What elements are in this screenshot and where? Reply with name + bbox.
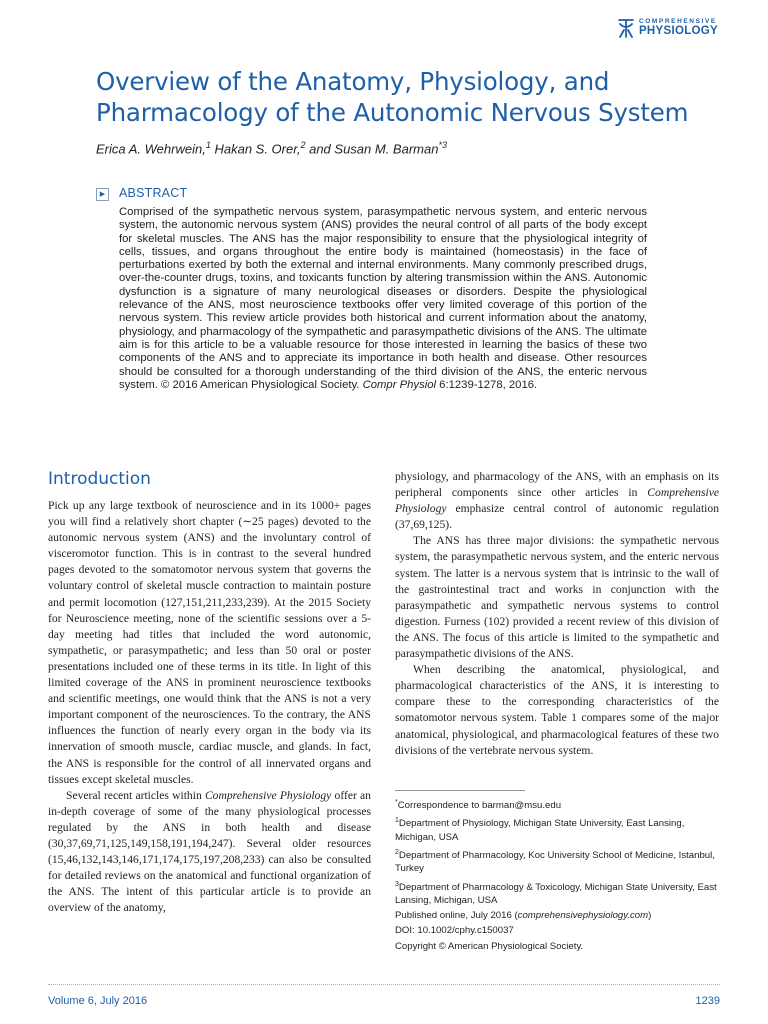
abstract-heading: ABSTRACT bbox=[119, 186, 188, 200]
author-list bbox=[96, 140, 447, 156]
section-heading-introduction: Introduction bbox=[48, 469, 151, 489]
paragraph bbox=[48, 788, 371, 917]
footer-divider bbox=[48, 984, 720, 985]
logo-top-text: COMPREHENSIVE bbox=[638, 18, 717, 25]
comprehensive-physiology-logo-icon bbox=[617, 18, 635, 38]
footnote-text: Published online, July 2016 ( bbox=[395, 910, 518, 922]
page-number: 1239 bbox=[695, 995, 720, 1007]
citation: 6:1239-1278, 2016. bbox=[439, 378, 538, 391]
doi-note: DOI: 10.1002/cphy.c150037 bbox=[395, 925, 514, 937]
footnote-mark: 1 bbox=[395, 817, 399, 825]
play-icon[interactable]: ▶ bbox=[96, 188, 109, 201]
copyright-note: Copyright © American Physiological Society. bbox=[395, 940, 584, 952]
right-column bbox=[395, 469, 719, 759]
footnote-text: ) bbox=[648, 910, 652, 922]
abstract-text: Comprised of the sympathetic nervous system, parasympathetic nervous system, and enteric nervous system, the autonomic nervous system (ANS) provides the neural control of all parts of the body except for skeletal muscles. The ANS has the major responsibility to ensure that the physiological integrity of cells, tissues, and organs throughout the entire body is maintained (homeostasis) in the face of perturbations exerted by both the external and internal environments. Many commonly prescribed drugs, over-the-counter drugs, toxins, and toxicants function by altering transmission within the ANS. Autonomic dysfunction is a signature of many neurological diseases or disorders. Despite the physiological relevance of the ANS, most neuroscience textbooks offer very limited coverage of this portion of the nervous system. This review article provides both historical and current information about the anatomy, physiology, and pharmacology of the sympathetic and parasympathetic divisions of the ANS. The ultimate aim is for this article to be a valuable resource for those interested in learning the basics of these two components of the ANS and to appreciate its importance in both health and disease. Other resources should be consulted for a thorough understanding of the third division of the ANS, the enteric nervous system. © 2016 American Physiological Society. bbox=[119, 206, 647, 391]
journal-name: Comprehensive Physiology bbox=[204, 788, 332, 802]
author-affiliation-mark: 1 bbox=[205, 140, 211, 150]
journal-abbrev: Compr Physiol bbox=[362, 378, 437, 391]
author-name: Hakan S. Orer, bbox=[214, 141, 301, 157]
paragraph-text: Several recent articles within bbox=[66, 788, 202, 802]
footnote-mark: 2 bbox=[395, 848, 399, 856]
paragraph: Pick up any large textbook of neuroscience and in its 1000+ pages you will find a relatively short chapter (∼25 pages) devoted to the autonomic nervous system (ANS) and the involuntary control of visceromotor function. This is in contrast to the several hundred pages devoted to the somatomotor nervous system that governs the voluntary control of skeletal muscle contraction to maintain posture and permit locomotion (127,151,211,233,239). At the 2015 Society for Neuroscience meeting, none of the scientific sessions over a 5-day meeting had titles that included the word autonomic, sympathetic, or parasympathetic; and less than 50 oral or poster presentations included one of these terms in its title. In light of this limited coverage of the ANS in prominent neuroscience textbooks and scientific meetings, one would think that the ANS is not a very important component of the neurosciences. To the contrary, the ANS influences the function of nearly every organ in the body via its innervation of smooth muscle, cardiac muscle, and glands. In fact, the ANS is responsible for the control of all innervated organs and tissues except skeletal muscles. bbox=[48, 499, 371, 786]
journal-name: Comprehensive Physiology bbox=[395, 486, 719, 516]
article-title: Overview of the Anatomy, Physiology, and Pharmacology of the Autonomic Nervous System bbox=[96, 67, 689, 127]
paragraph bbox=[395, 469, 719, 533]
journal-logo bbox=[617, 18, 718, 38]
footnote-mark: 3 bbox=[395, 880, 399, 888]
paragraph-text: emphasize central control of autonomic regulation (37,69,125). bbox=[395, 502, 719, 532]
affiliation-note bbox=[395, 814, 720, 844]
paragraph-text: physiology, and pharmacology of the ANS, with an emphasis on its peripheral components since other articles in bbox=[395, 470, 719, 500]
author-affiliation-mark: 2 bbox=[300, 140, 306, 150]
published-note bbox=[395, 909, 720, 922]
footnotes bbox=[395, 796, 720, 955]
footer-volume: Volume 6, July 2016 bbox=[48, 995, 148, 1007]
left-column bbox=[48, 468, 371, 916]
footnote-divider bbox=[395, 790, 525, 791]
correspondence-note bbox=[395, 796, 720, 812]
affiliation-note bbox=[395, 878, 720, 908]
author-name: Erica A. Wehrwein, bbox=[96, 141, 206, 157]
paragraph-text: offer an in-depth coverage of some of the many physiological processes regulated by the ANS in both health and disease (30,37,69,71,125,149,158,191,194,247). Several older resources (15,46,132,143,146,171,174,175,197,208,233) can also be consulted for detailed reviews on the anatomical and functional organization of the ANS. The intent of this particular article is to provide an overview of the anatomy, bbox=[48, 788, 371, 915]
author-affiliation-mark: *3 bbox=[438, 140, 447, 150]
abstract-body bbox=[119, 206, 647, 392]
paragraph: The ANS has three major divisions: the sympathetic nervous system, the parasympathetic nervous system, and the enteric nervous system. The latter is a nervous system that is intrinsic to the wall of the gastrointestinal tract and works in conjunction with the parasympathetic and sympathetic nervous systems to control digestion. Furness (102) provided a recent review of this division of the ANS. The focus of this article is limited to the sympathetic and parasympathetic divisions of the ANS. bbox=[395, 534, 719, 661]
paragraph: When describing the anatomical, physiological, and pharmacological characteristics of the ANS, it is interesting to compare these to the corresponding characteristics of the somatomotor nervous system. Table 1 compares some of the major anatomical, physiological, and pharmacological features of these two divisions of the vertebrate nervous system. bbox=[395, 663, 719, 757]
footnote-mark: * bbox=[395, 799, 398, 806]
website-link[interactable]: comprehensivephysiology.com bbox=[517, 910, 649, 922]
footnote-text: Department of Physiology, Michigan State University, East Lansing, Michigan, USA bbox=[395, 818, 685, 843]
author-name: and Susan M. Barman bbox=[309, 141, 439, 157]
footnote-text: Correspondence to barman@msu.edu bbox=[397, 800, 562, 812]
footnote-text: Department of Pharmacology, Koc University School of Medicine, Istanbul, Turkey bbox=[395, 850, 715, 875]
footnote-text: Department of Pharmacology & Toxicology, Michigan State University, East Lansing, Michigan, USA bbox=[395, 881, 717, 906]
affiliation-note bbox=[395, 846, 720, 876]
logo-bottom-text: PHYSIOLOGY bbox=[638, 24, 718, 37]
